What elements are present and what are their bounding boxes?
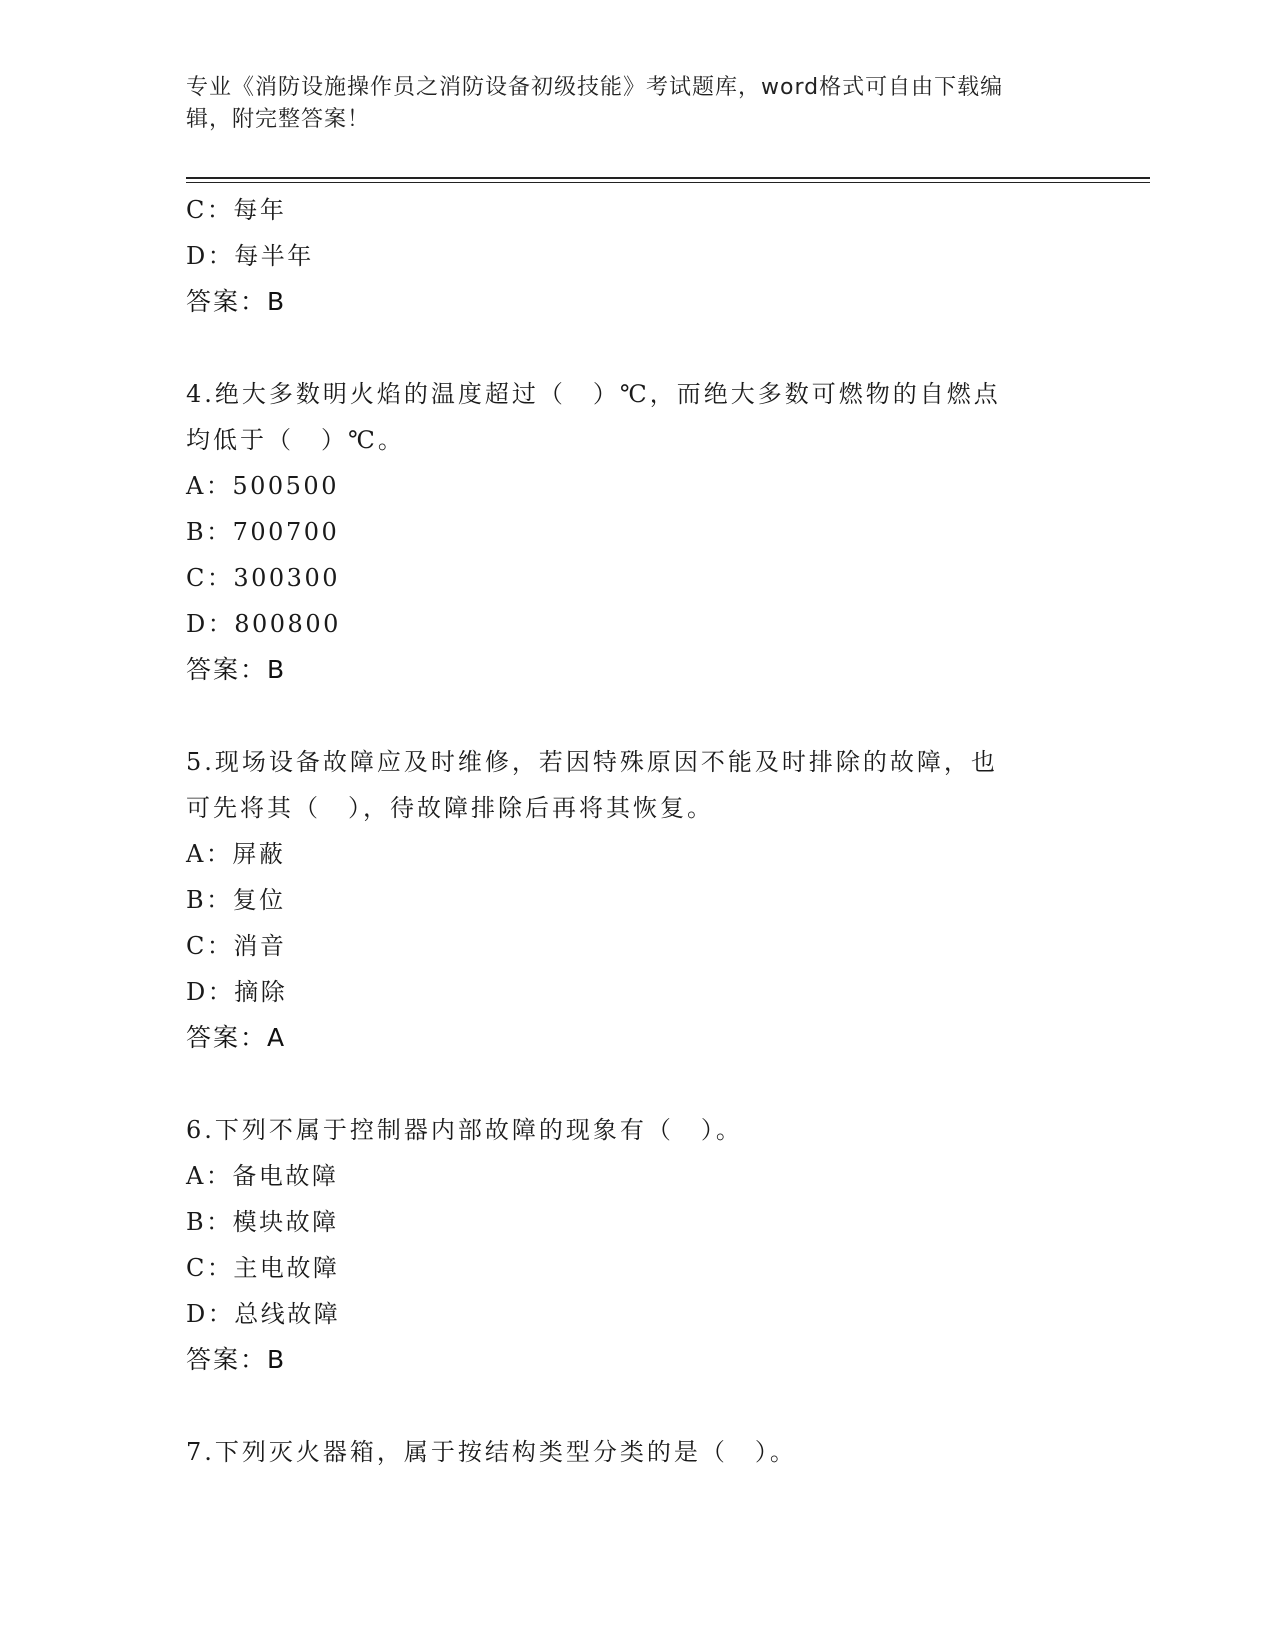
option-text: 500500 (232, 472, 339, 500)
option-label: A： (186, 472, 233, 500)
option-label: B： (186, 518, 233, 546)
option-text: 消音 (233, 932, 287, 960)
question-number: 5. (186, 748, 215, 776)
option-label: C： (186, 196, 234, 224)
option-row (186, 555, 1066, 601)
option-row (186, 233, 1066, 279)
header-divider-thin (186, 182, 1150, 183)
option-text: 备电故障 (232, 1162, 339, 1190)
option-row (186, 831, 1066, 877)
option-row (186, 877, 1066, 923)
header-divider-thick (186, 177, 1150, 179)
question-number: 6. (186, 1116, 215, 1144)
question-text-line: 可先将其（ ），待故障排除后再将其恢复。 (186, 794, 714, 822)
option-row (186, 1291, 1066, 1337)
question-5 (186, 739, 1066, 1061)
option-text: 总线故障 (234, 1300, 341, 1328)
question-number: 4. (186, 380, 215, 408)
option-label: A： (186, 840, 233, 868)
option-label: B： (186, 1208, 233, 1236)
option-row (186, 1245, 1066, 1291)
option-label: C： (186, 1254, 234, 1282)
option-row (186, 923, 1066, 969)
question-list (186, 187, 1066, 1475)
question-7 (186, 1429, 1066, 1475)
question-text-line: 7.下列灭火器箱，属于按结构类型分类的是（ ）。 (186, 1438, 797, 1466)
question-text-line: 4.绝大多数明火焰的温度超过（ ）℃，而绝大多数可燃物的自燃点 (186, 380, 1001, 408)
option-text: 700700 (232, 518, 340, 546)
option-label: D： (186, 610, 235, 638)
answer-line: 答案：B (186, 287, 287, 316)
question-text-line: 6.下列不属于控制器内部故障的现象有（ ）。 (186, 1116, 743, 1144)
question-6 (186, 1107, 1066, 1383)
option-row (186, 1199, 1066, 1245)
option-label: D： (186, 1300, 235, 1328)
option-text: 每半年 (234, 242, 314, 270)
option-label: B： (186, 886, 233, 914)
option-row (186, 601, 1066, 647)
answer-line: 答案：A (186, 1023, 287, 1052)
header-line-1: 专业《消防设施操作员之消防设备初级技能》考试题库，word格式可自由下载编 (186, 75, 1004, 100)
option-label: D： (186, 978, 235, 1006)
option-text: 800800 (234, 610, 341, 638)
option-label: D： (186, 242, 235, 270)
option-row (186, 1153, 1066, 1199)
option-text: 模块故障 (232, 1208, 339, 1236)
option-text: 屏蔽 (232, 840, 286, 868)
option-row (186, 969, 1066, 1015)
document-header (186, 72, 1066, 136)
option-label: C： (186, 932, 234, 960)
option-text: 主电故障 (233, 1254, 340, 1282)
question-number: 7. (186, 1438, 215, 1466)
question-4 (186, 371, 1066, 693)
option-text: 300300 (233, 564, 340, 592)
answer-line: 答案：B (186, 1345, 287, 1374)
option-text: 复位 (232, 886, 286, 914)
question-text-line: 5.现场设备故障应及时维修，若因特殊原因不能及时排除的故障，也 (186, 748, 998, 776)
option-row (186, 463, 1066, 509)
option-label: A： (186, 1162, 233, 1190)
option-row (186, 509, 1066, 555)
option-text: 摘除 (234, 978, 288, 1006)
option-row (186, 187, 1066, 233)
option-label: C： (186, 564, 234, 592)
option-text: 每年 (233, 196, 287, 224)
answer-line: 答案：B (186, 655, 287, 684)
question-text-line: 均低于（ ）℃。 (186, 426, 405, 454)
header-line-2: 辑，附完整答案！ (186, 107, 371, 132)
